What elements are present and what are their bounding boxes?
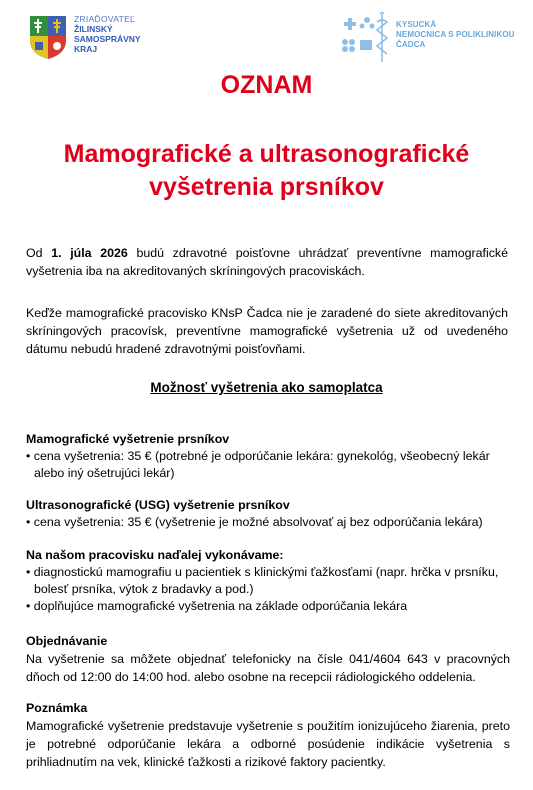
ongoing-item-supplementary: • doplňujúce mamografické vyšetrenia na základe odporúčania lekára	[26, 599, 408, 613]
hospital-logo-icon	[340, 10, 392, 66]
note-section	[26, 700, 510, 771]
region-logo-line2: ŽILINSKÝ	[74, 24, 113, 34]
note-title: Poznámka	[26, 701, 88, 715]
page-title-line2: vyšetrenia prsníkov	[149, 173, 384, 201]
region-logo-line1: ZRIAĎOVATEĽ	[74, 14, 136, 24]
page-title-line1: Mamografické a ultrasonografické	[63, 140, 470, 168]
zilina-region-crest-icon	[28, 14, 68, 60]
usg-price: • cena vyšetrenia: 35 € (vyšetrenie je možné absolvovať aj bez odporúčania lekára)	[26, 515, 483, 529]
ongoing-item-diagnostic: • diagnostickú mamografiu u pacientiek s klinickými ťažkosťami (napr. hrčka v prsníku, bolesť prsníka, výtok z bradavky a pod.)	[26, 565, 499, 596]
intro-pre: Od	[26, 246, 52, 260]
booking-section	[26, 633, 510, 686]
hospital-logo-text	[396, 20, 515, 50]
hospital-logo	[340, 10, 515, 66]
notice-heading: OZNAM	[220, 71, 313, 99]
hospital-logo-line1: KYSUCKÁ	[396, 20, 437, 29]
mammography-section	[26, 431, 510, 482]
usg-section	[26, 497, 510, 531]
notice-paragraph: Keďže mamografické pracovisko KNsP Čadca nie je zaradené do siete akreditovaných skríningových pracovísk, preventívne mamografické vyšetrenia už od uvedeného dátumu nebudú hradené zdravotnými poisťovňami.	[26, 306, 508, 356]
booking-title: Objednávanie	[26, 634, 108, 648]
ongoing-title: Na našom pracovisku naďalej vykonávame:	[26, 548, 284, 562]
note-text: Mamografické vyšetrenie predstavuje vyšetrenie s použitím ionizujúceho žiarenia, preto je potrebné odporúčanie lekára a odborné posúdenie indikácie vyšetrenia s prihliadnutím na vek, klinické ťažkosti a rizikové faktory pacientky.	[26, 719, 510, 769]
region-logo-line3: SAMOSPRÁVNY	[74, 34, 141, 44]
booking-text: Na vyšetrenie sa môžete objednať telefonicky na čísle 041/4604 643 v pracovných dňoch od 12:00 do 14:00 hod. alebo osobne na recepcii rádiologického oddelenia.	[26, 652, 510, 684]
hospital-logo-line3: ČADCA	[396, 40, 426, 49]
intro-date: 1. júla 2026	[51, 246, 128, 260]
mammography-price: • cena vyšetrenia: 35 € (potrebné je odporúčanie lekára: gynekológ, všeobecný lekár alebo iný ošetrujúci lekár)	[26, 449, 490, 480]
hospital-logo-line2: NEMOCNICA S POLIKLINIKOU	[396, 30, 515, 39]
zilina-region-logo	[28, 14, 141, 60]
ongoing-services-section	[26, 547, 510, 615]
usg-title: Ultrasonografické (USG) vyšetrenie prsníkov	[26, 498, 290, 512]
intro-paragraph	[26, 244, 508, 280]
page-title	[20, 138, 513, 204]
region-logo-text	[74, 14, 141, 54]
mammography-title: Mamografické vyšetrenie prsníkov	[26, 432, 230, 446]
self-payer-subheading: Možnosť vyšetrenia ako samoplatca	[150, 380, 383, 395]
region-logo-line4: KRAJ	[74, 44, 98, 54]
intro-post: budú zdravotné poisťovne uhrádzať preventívne mamografické vyšetrenia iba na akreditovaných skríningových pracoviskách.	[26, 246, 508, 278]
